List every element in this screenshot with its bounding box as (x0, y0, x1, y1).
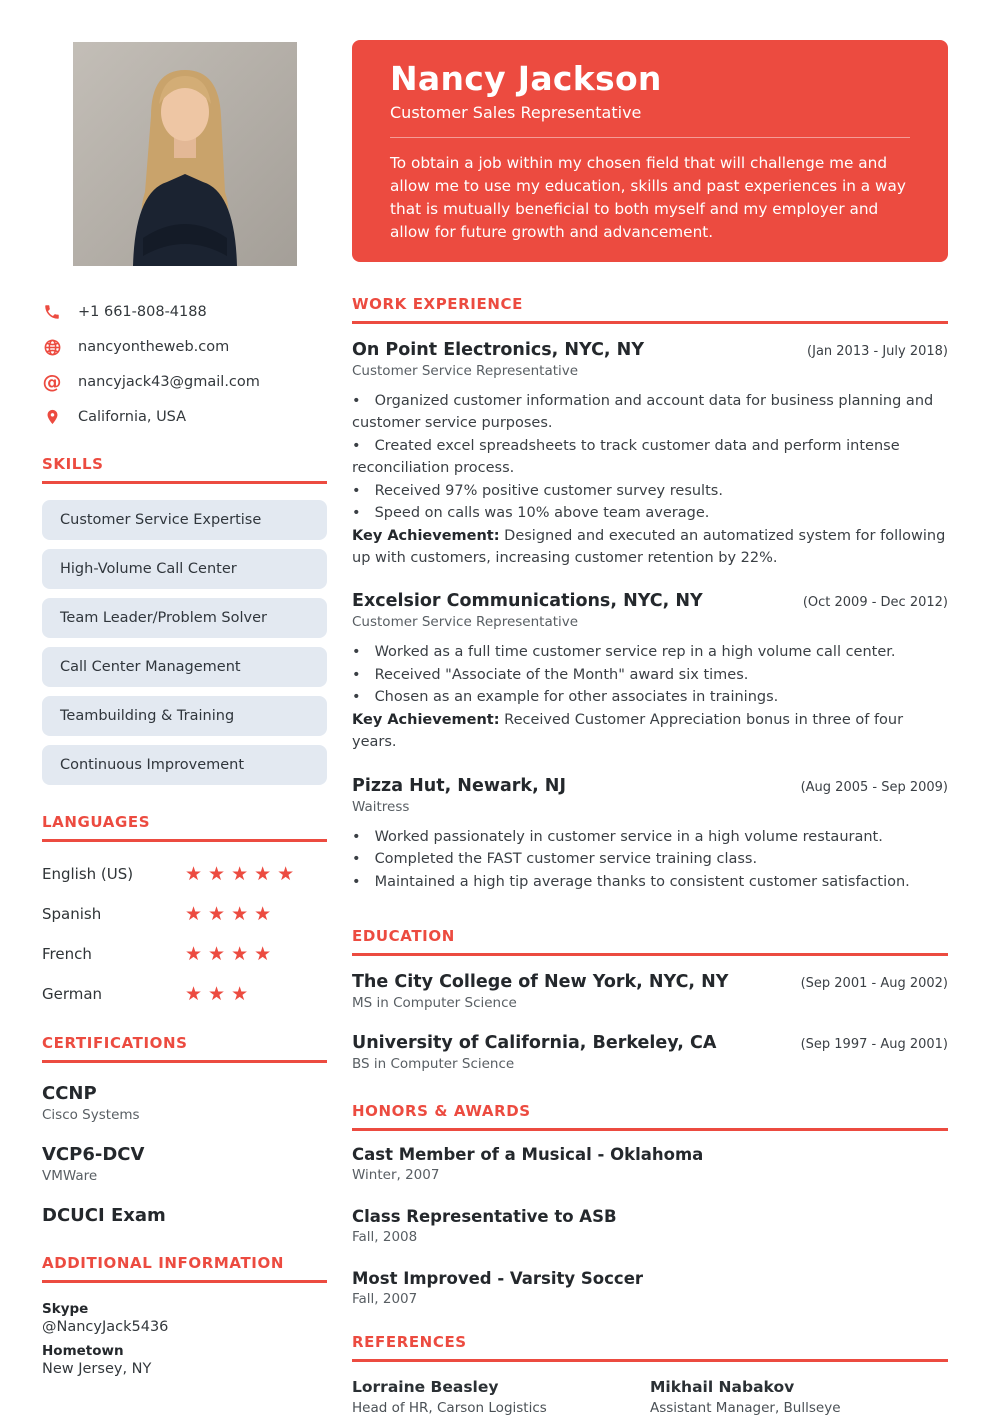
objective-text: To obtain a job within my chosen field that will challenge me and allow me to use my education, skills and past experiences in a way that is mutually beneficial to both myself and my employer and allow for future growth and advancement. (390, 153, 906, 241)
honor-date: Fall, 2008 (352, 1229, 418, 1246)
job-bullet: • Received 97% positive customer survey results. (352, 480, 948, 502)
honor-date: Winter, 2007 (352, 1167, 440, 1184)
job-bullets (352, 641, 948, 753)
honor-entry (352, 1269, 948, 1307)
references-divider (352, 1359, 948, 1362)
key-achievement-label: Key Achievement: (352, 711, 500, 728)
star-rating: ★★★★ (185, 902, 278, 925)
school-name: The City College of New York, NYC, NY (352, 972, 729, 993)
phone-icon (42, 302, 62, 322)
references-row (352, 1378, 948, 1416)
contact-website (42, 337, 327, 357)
key-achievement-text: Designed and executed an automatized system for following up with customers, increasing customer retention by 22%. (352, 527, 946, 566)
globe-icon (42, 337, 62, 357)
school-degree: MS in Computer Science (352, 995, 517, 1012)
skill-pill: Teambuilding & Training (42, 696, 327, 736)
reference-role: Assistant Manager, Bullseye (650, 1400, 841, 1416)
skill-pill: Continuous Improvement (42, 745, 327, 785)
skill-pill: Customer Service Expertise (42, 500, 327, 540)
references-title: REFERENCES (352, 1333, 467, 1352)
references-section (352, 1333, 948, 1416)
additional-value: @NancyJack5436 (42, 1319, 169, 1335)
honor-name: Cast Member of a Musical - Oklahoma (352, 1145, 704, 1165)
star-rating: ★★★ (185, 982, 255, 1005)
job-dates: (Jan 2013 - July 2018) (807, 343, 948, 359)
certification-item (42, 1144, 327, 1184)
skill-pill: Call Center Management (42, 647, 327, 687)
job-dates: (Oct 2009 - Dec 2012) (802, 595, 948, 611)
key-achievement (352, 709, 948, 754)
language-name: German (42, 985, 103, 1003)
job-role: Waitress (352, 798, 410, 815)
additional-label: Skype (42, 1301, 89, 1317)
job-bullet: • Maintained a high tip average thanks to consistent customer satisfaction. (352, 871, 948, 893)
job-role: Customer Service Representative (352, 614, 579, 631)
certification-org: Cisco Systems (42, 1107, 140, 1123)
star-rating: ★★★★★ (185, 862, 301, 885)
languages-list (42, 862, 327, 1006)
additional-label: Hometown (42, 1343, 124, 1359)
key-achievement (352, 525, 948, 570)
reference-name: Lorraine Beasley (352, 1378, 499, 1397)
main-column (352, 0, 948, 1416)
skills-section-title: SKILLS (42, 455, 104, 473)
job-entry (352, 591, 948, 753)
additional-value: New Jersey, NY (42, 1361, 152, 1377)
honors-title: HONORS & AWARDS (352, 1102, 531, 1121)
reference-entry (650, 1378, 948, 1416)
skill-pill: High-Volume Call Center (42, 549, 327, 589)
language-name: Spanish (42, 905, 102, 923)
profile-photo-illustration (73, 42, 297, 266)
job-bullets (352, 826, 948, 893)
certifications-divider (42, 1060, 327, 1063)
education-section (352, 927, 948, 1072)
job-bullet: • Created excel spreadsheets to track customer data and perform intense reconciliation process. (352, 435, 948, 480)
contact-block (42, 302, 327, 427)
certification-org: VMWare (42, 1168, 98, 1184)
job-company: On Point Electronics, NYC, NY (352, 339, 644, 360)
website-url: nancyontheweb.com (78, 339, 230, 355)
key-achievement-text: Received Customer Appreciation bonus in three of four years. (352, 711, 904, 751)
work-experience-section (352, 295, 948, 894)
school-entry (352, 1033, 948, 1072)
work-experience-title: WORK EXPERIENCE (352, 294, 523, 313)
language-row (42, 982, 327, 1006)
email-address: nancyjack43@gmail.com (78, 374, 260, 390)
certification-item (42, 1205, 327, 1226)
education-title: EDUCATION (352, 927, 455, 946)
language-name: English (US) (42, 865, 134, 883)
star-rating: ★★★★ (185, 942, 278, 965)
school-entry (352, 972, 948, 1011)
additional-item (42, 1301, 327, 1335)
skill-pill: Team Leader/Problem Solver (42, 598, 327, 638)
language-name: French (42, 945, 92, 963)
contact-location (42, 407, 327, 427)
job-entry (352, 340, 948, 570)
reference-role: Head of HR, Carson Logistics (352, 1400, 547, 1416)
additional-list (42, 1301, 327, 1377)
job-bullet: • Chosen as an example for other associates in trainings. (352, 686, 948, 708)
certification-name: DCUCI Exam (42, 1205, 166, 1226)
additional-divider (42, 1280, 327, 1283)
job-dates: (Aug 2005 - Sep 2009) (800, 779, 948, 795)
school-name: University of California, Berkeley, CA (352, 1033, 717, 1054)
job-bullet: • Worked passionately in customer service in a high volume restaurant. (352, 826, 948, 848)
job-company: Excelsior Communications, NYC, NY (352, 591, 703, 612)
job-bullet: • Worked as a full time customer service rep in a high volume call center. (352, 641, 948, 663)
job-company: Pizza Hut, Newark, NJ (352, 775, 566, 796)
certifications-list (42, 1083, 327, 1226)
job-bullet: • Received "Associate of the Month" award six times. (352, 664, 948, 686)
location-text: California, USA (78, 409, 187, 425)
header-banner (352, 40, 948, 262)
school-degree: BS in Computer Science (352, 1056, 515, 1073)
languages-divider (42, 839, 327, 842)
sidebar (42, 0, 327, 1404)
reference-entry (352, 1378, 650, 1416)
school-dates: (Sep 1997 - Aug 2001) (800, 1037, 948, 1053)
additional-item (42, 1343, 327, 1377)
certification-item (42, 1083, 327, 1123)
job-bullet: • Speed on calls was 10% above team average. (352, 502, 948, 524)
person-job-title: Customer Sales Representative (390, 102, 642, 122)
skills-list (42, 500, 327, 785)
job-role: Customer Service Representative (352, 362, 579, 379)
school-dates: (Sep 2001 - Aug 2002) (800, 976, 948, 992)
honors-section (352, 1102, 948, 1307)
person-name: Nancy Jackson (390, 59, 662, 98)
contact-phone (42, 302, 327, 322)
additional-section-title: ADDITIONAL INFORMATION (42, 1254, 284, 1272)
honor-name: Most Improved - Varsity Soccer (352, 1269, 644, 1289)
job-entry (352, 776, 948, 893)
phone-number: +1 661-808-4188 (78, 304, 207, 320)
job-bullet: • Completed the FAST customer service training class. (352, 848, 948, 870)
language-row (42, 942, 327, 966)
certification-name: VCP6-DCV (42, 1144, 145, 1165)
at-icon: @ (42, 370, 62, 393)
profile-photo (73, 42, 297, 266)
certifications-section-title: CERTIFICATIONS (42, 1034, 188, 1052)
honor-entry (352, 1145, 948, 1183)
language-row (42, 862, 327, 886)
honor-name: Class Representative to ASB (352, 1207, 617, 1227)
honor-date: Fall, 2007 (352, 1291, 418, 1308)
job-bullet: • Organized customer information and account data for business planning and customer service purposes. (352, 390, 948, 435)
pin-icon (42, 407, 62, 427)
key-achievement-label: Key Achievement: (352, 527, 500, 544)
banner-divider (390, 137, 910, 138)
job-bullets (352, 390, 948, 570)
honors-divider (352, 1128, 948, 1131)
work-experience-divider (352, 321, 948, 324)
certification-name: CCNP (42, 1083, 97, 1104)
honor-entry (352, 1207, 948, 1245)
language-row (42, 902, 327, 926)
reference-name: Mikhail Nabakov (650, 1378, 795, 1397)
education-divider (352, 953, 948, 956)
skills-divider (42, 481, 327, 484)
languages-section-title: LANGUAGES (42, 813, 151, 831)
contact-email (42, 372, 327, 392)
